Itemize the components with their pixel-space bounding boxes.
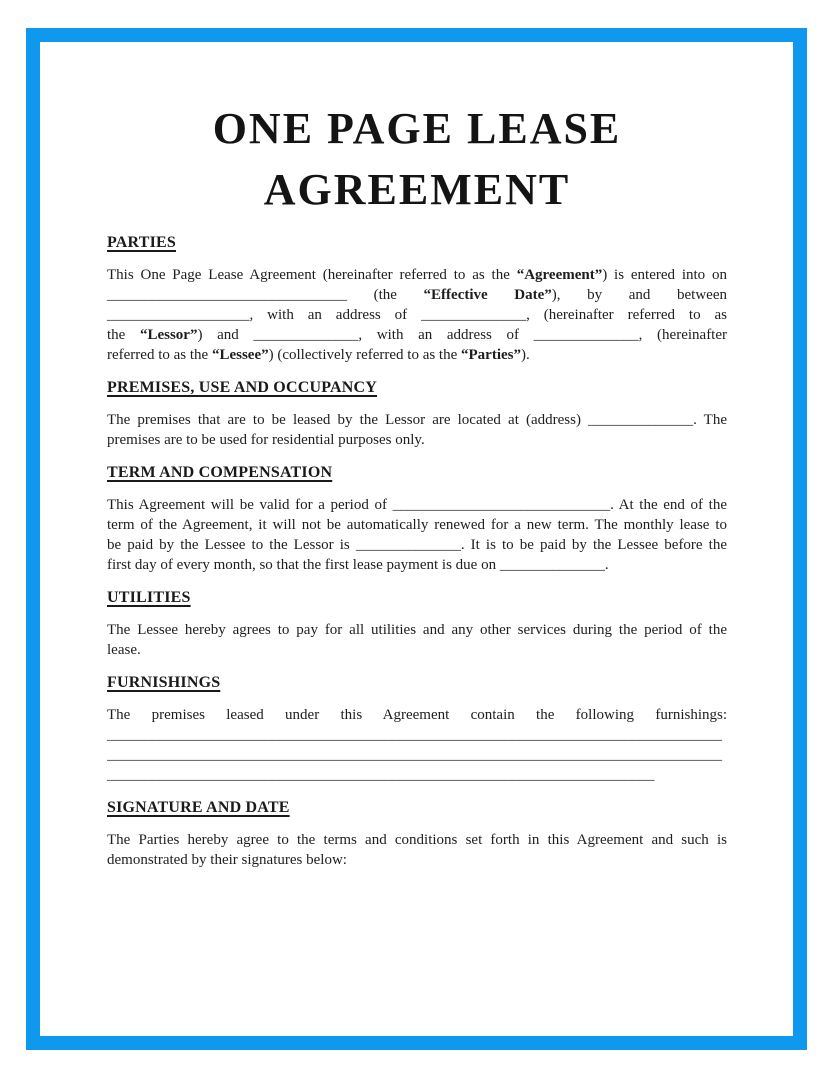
- text-run: , (hereinafter referred to as: [526, 307, 728, 323]
- text-run: . The: [693, 412, 727, 428]
- text-line: [107, 555, 727, 575]
- text-run: , (hereinafter: [638, 327, 728, 343]
- document-title-line-2: AGREEMENT: [263, 165, 571, 214]
- text-line: [107, 495, 727, 515]
- text-run: The premises leased under this Agreement contain the following furnishings:: [107, 707, 727, 723]
- bold-term: “Lessor”: [139, 327, 198, 343]
- blank-field: ______________: [588, 412, 694, 428]
- blank-field: ______________: [421, 307, 527, 323]
- text-line: [107, 285, 727, 305]
- text-run: ) (collectively referred to as the: [268, 347, 462, 363]
- text-run: first day of every month, so that the first lease payment is due on: [107, 557, 500, 573]
- blank-field: _____________________________: [392, 497, 611, 513]
- section-furnishings: [107, 673, 727, 785]
- text-line: [107, 515, 727, 535]
- text-run: This One Page Lease Agreement (hereinafter referred to as the: [107, 267, 517, 283]
- document-title: [107, 98, 727, 220]
- paragraph: [107, 620, 727, 660]
- text-run: be paid by the Lessee to the Lessor is: [107, 537, 356, 553]
- bold-term: “Effective Date”: [423, 287, 552, 303]
- text-run: The premises that are to be leased by the Lessor are located at (address): [107, 412, 589, 428]
- text-run: term of the Agreement, it will not be automatically renewed for a new term. The monthly lease to: [107, 517, 727, 533]
- section-heading: TERM AND COMPENSATION: [107, 464, 333, 481]
- document-content: [40, 42, 793, 870]
- text-line: [107, 410, 727, 430]
- section-signature-and-date: [107, 798, 727, 870]
- section-term-and-compensation: [107, 463, 727, 575]
- blank-field: ______________: [355, 537, 461, 553]
- section-heading: UTILITIES: [107, 589, 191, 606]
- text-run: , with an address of: [358, 327, 534, 343]
- section-heading: FURNISHINGS: [107, 674, 221, 691]
- text-line: [107, 265, 727, 285]
- text-run: .: [604, 557, 609, 573]
- text-line: [107, 305, 727, 325]
- blank-field: ___________________: [107, 307, 250, 323]
- bold-term: “Parties”: [461, 347, 521, 363]
- text-line: [107, 345, 727, 365]
- text-run: ), by and between: [551, 287, 727, 303]
- text-line: [107, 830, 727, 850]
- text-line: [107, 640, 727, 660]
- section-heading: PARTIES: [107, 234, 177, 251]
- text-run: referred to as the: [107, 347, 212, 363]
- text-run: demonstrated by their signatures below:: [107, 852, 347, 868]
- text-run: This Agreement will be valid for a period of: [107, 497, 393, 513]
- bold-term: “Agreement”: [516, 267, 603, 283]
- paragraph: [107, 705, 727, 785]
- blank-field: __________________________________________________________________________________: [107, 747, 722, 763]
- paragraph: [107, 495, 727, 575]
- text-run: The Parties hereby agree to the terms and conditions set forth in this Agreement and such is: [107, 832, 727, 848]
- section-parties: [107, 233, 727, 365]
- text-run: ) is entered into on: [602, 267, 727, 283]
- text-line: [107, 325, 727, 345]
- text-line: [107, 430, 727, 450]
- text-line: [107, 620, 727, 640]
- blank-field: ________________________________: [107, 287, 347, 303]
- text-run: The Lessee hereby agrees to pay for all utilities and any other services during the period of the: [107, 622, 727, 638]
- text-run: ) and: [197, 327, 254, 343]
- blank-field: ______________: [253, 327, 359, 343]
- blank-field: _________________________________________________________________________: [107, 767, 655, 783]
- blank-fill-line: [107, 745, 727, 765]
- text-run: the: [107, 327, 140, 343]
- section-heading: SIGNATURE AND DATE: [107, 799, 290, 816]
- text-run: . At the end of the: [610, 497, 727, 513]
- blank-field: ______________: [533, 327, 639, 343]
- paragraph: [107, 830, 727, 870]
- text-run: premises are to be used for residential purposes only.: [107, 432, 425, 448]
- text-run: lease.: [107, 642, 141, 658]
- section-heading: PREMISES, USE AND OCCUPANCY: [107, 379, 378, 396]
- document-title-line-1: ONE PAGE LEASE: [212, 104, 622, 153]
- blank-field: ______________: [499, 557, 605, 573]
- text-line: [107, 535, 727, 555]
- page-border-frame: [26, 28, 807, 1050]
- paragraph: [107, 265, 727, 365]
- text-run: ).: [521, 347, 530, 363]
- text-line: [107, 705, 727, 725]
- blank-fill-line: [107, 725, 727, 745]
- blank-field: __________________________________________________________________________________: [107, 727, 722, 743]
- bold-term: “Lessee”: [211, 347, 269, 363]
- section-utilities: [107, 588, 727, 660]
- text-run: . It is to be paid by the Lessee before the: [460, 537, 727, 553]
- document-body: [107, 233, 727, 870]
- text-line: [107, 850, 727, 870]
- blank-fill-line: [107, 765, 727, 785]
- paragraph: [107, 410, 727, 450]
- text-run: , with an address of: [249, 307, 422, 323]
- section-premises-use-and-occupancy: [107, 378, 727, 450]
- text-run: (the: [347, 287, 424, 303]
